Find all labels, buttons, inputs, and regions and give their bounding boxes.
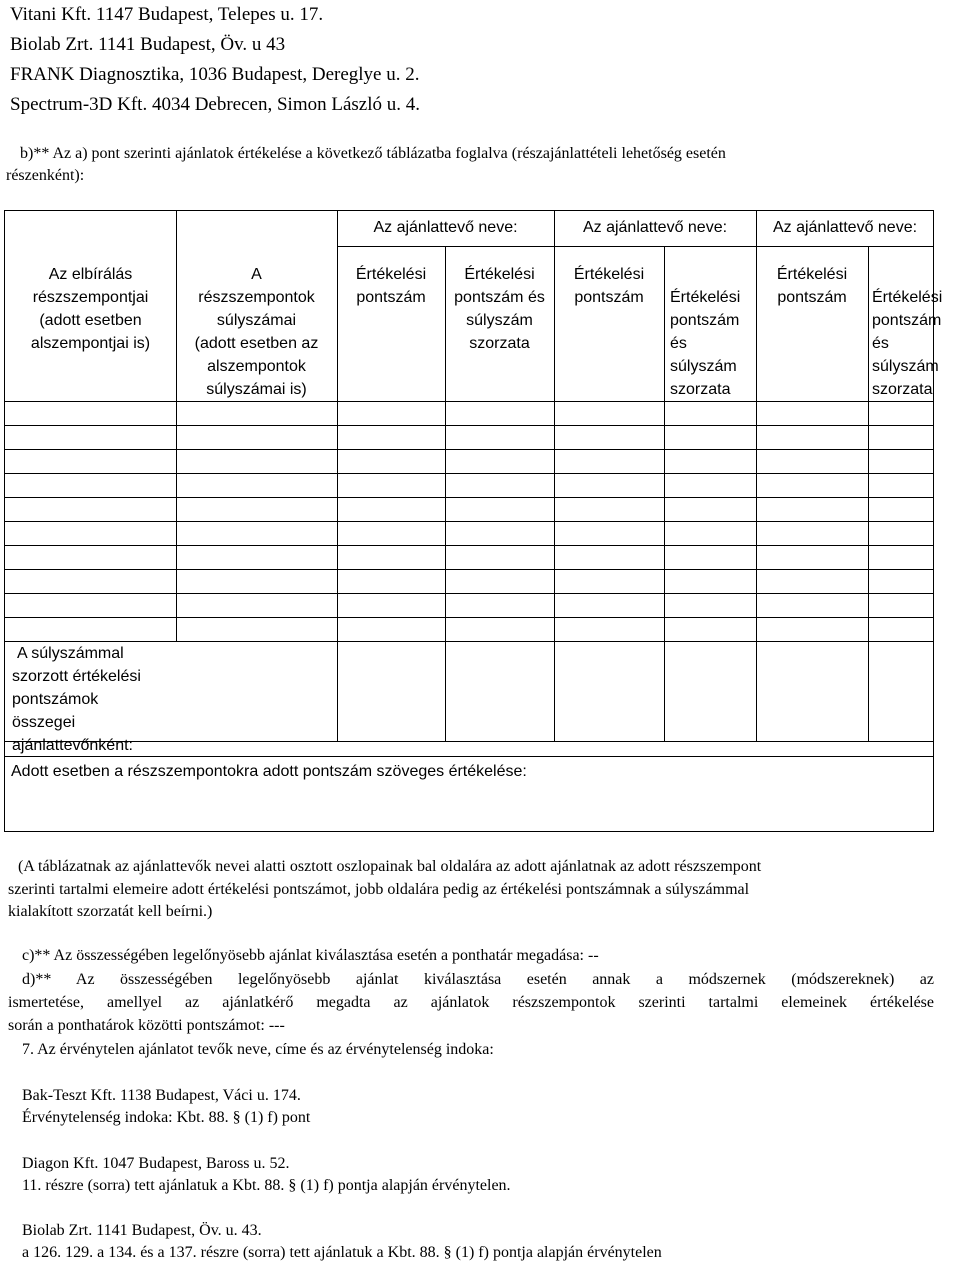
table-col-divider [868,246,869,741]
winner-line-3: FRANK Diagnosztika, 1036 Budapest, Dereglye u. 2. [10,64,420,85]
section-d-line-2: ismertetése, amellyel az ajánlatkérő megadta az ajánlatok részszempontok szerinti tartalmi elemeinek értékelése [8,994,934,1011]
table-row-divider [5,473,934,474]
score-header-bidder-3: Értékelési pontszám [776,266,848,306]
section-c: c)** Az összességében legelőnyösebb ajánlat kiválasztása esetén a ponthatár megadása: -- [22,947,599,964]
bidder-name-header-3: Az ajánlattevő neve: [772,219,918,236]
product-header-bidder-3: Értékelési pontszám és súlyszám szorzata [872,289,943,398]
score-header-bidder-2: Értékelési pontszám [573,266,645,306]
invalid-bid-3-name: Biolab Zrt. 1141 Budapest, Öv. u. 43. [22,1222,262,1239]
section-b-line-2: részenként): [6,167,85,184]
section-d-line-1: d)** Az összességében legelőnyösebb ajánlat kiválasztása esetén annak a módszernek (módszereknek) az [22,971,934,988]
table-col-divider [664,246,665,741]
bidder-name-header-1: Az ajánlattevő neve: [373,219,518,236]
invalid-bid-1-name: Bak-Teszt Kft. 1138 Budapest, Váci u. 174. [22,1087,301,1104]
table-row-divider [5,497,934,498]
invalid-bid-2-reason: 11. részre (sorra) tett ajánlatuk a Kbt. 88. § (1) f) pontja alapján érvénytelen. [22,1177,511,1194]
table-row-divider [5,425,934,426]
winner-line-1: Vitani Kft. 1147 Budapest, Telepes u. 17. [10,4,324,25]
table-row-divider [337,246,934,247]
weighted-sum-label: A súlyszámmal szorzott értékelési pontszámok összegei ajánlattevőnként: [12,645,141,754]
product-header-bidder-1: Értékelési pontszám és súlyszám szorzata [454,266,545,352]
product-header-bidder-2: Értékelési pontszám és súlyszám szorzata [670,289,741,398]
table-row-divider [5,449,934,450]
criteria-header: Az elbírálás részszempontjai (adott esetben alszempontjai is) [30,266,151,352]
table-row-divider [5,593,934,594]
winner-line-4: Spectrum-3D Kft. 4034 Debrecen, Simon László u. 4. [10,94,420,115]
invalid-bid-1-reason: Érvénytelenség indoka: Kbt. 88. § (1) f) pont [22,1109,311,1126]
table-row-divider [5,617,934,618]
section-d-line-3: során a ponthatárok közötti pontszámot: --- [8,1017,285,1034]
note-line-2: szerinti tartalmi elemeire adott értékelési pontszámot, jobb oldalára pedig az értékelési pontszámnak a súlyszámmal [8,881,750,898]
score-header-bidder-1: Értékelési pontszám [355,266,427,306]
note-line-3: kialakított szorzatát kell beírni.) [8,903,213,920]
table-row-divider [5,521,934,522]
section-7-heading: 7. Az érvénytelen ajánlatot tevők neve, címe és az érvénytelenség indoka: [22,1041,494,1058]
evaluation-table [4,210,943,832]
invalid-bid-3-reason: a 126. 129. a 134. és a 137. részre (sorra) tett ajánlatuk a Kbt. 88. § (1) f) pontja alapján érvénytelen [22,1244,662,1261]
textual-evaluation-label: Adott esetben a részszempontokra adott pontszám szöveges értékelése: [11,763,527,780]
bidder-name-header-2: Az ajánlattevő neve: [582,219,728,236]
note-line-1: (A táblázatnak az ajánlattevők nevei alatti osztott oszlopainak bal oldalára az adott ajánlatnak az adott részszempont [18,858,762,875]
weights-header: A részszempontok súlyszámai (adott esetben az alszempontok súlyszámai is) [194,266,319,398]
table-row-divider [5,401,934,402]
winner-line-2: Biolab Zrt. 1141 Budapest, Öv. u 43 [10,34,286,55]
table-row-divider [5,569,934,570]
invalid-bid-2-name: Diagon Kft. 1047 Budapest, Baross u. 52. [22,1155,290,1172]
table-row-divider [5,545,934,546]
section-b-line-1: b)** Az a) pont szerinti ajánlatok értékelése a következő táblázatba foglalva (részajánlattételi lehetőség esetén [20,145,726,162]
